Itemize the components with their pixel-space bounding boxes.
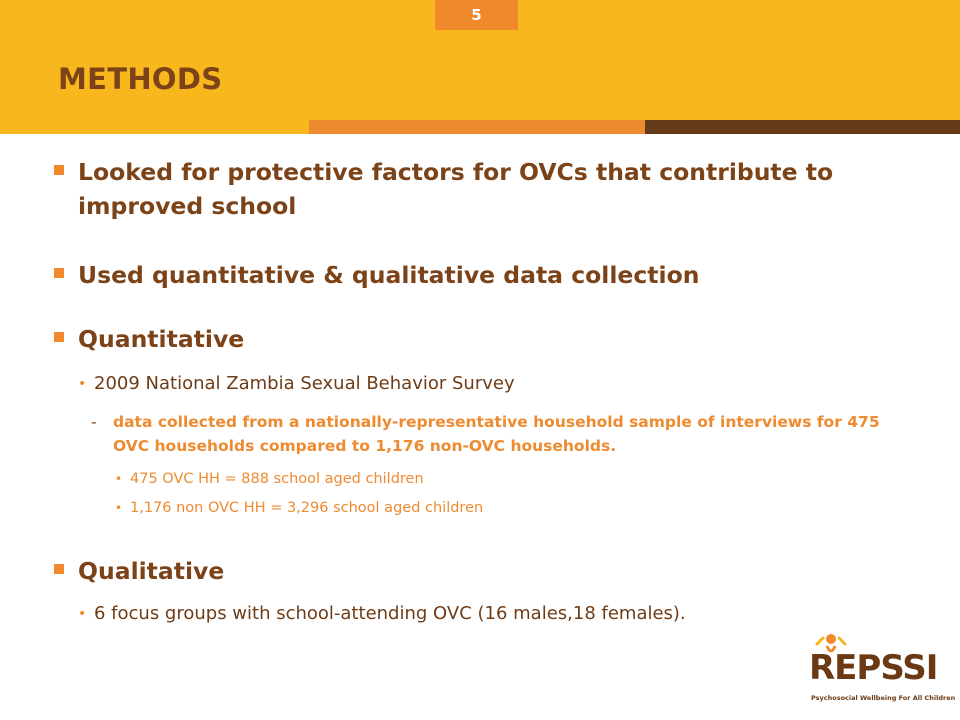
bullet-text: Used quantitative & qualitative data collection xyxy=(78,261,700,289)
item-ovc-hh xyxy=(115,469,830,489)
bullet-quantitative xyxy=(78,322,878,356)
stripe-brown xyxy=(645,120,960,134)
sub-bullet-focus-groups xyxy=(78,601,874,627)
square-bullet-icon xyxy=(54,332,64,342)
dot-bullet-icon: • xyxy=(78,606,87,622)
sub-bullet-survey xyxy=(78,371,874,397)
dot-bullet-icon: • xyxy=(115,472,123,486)
detail-data-collected xyxy=(91,410,893,458)
bullet-qualitative xyxy=(78,554,878,588)
repssi-logo xyxy=(795,632,956,712)
bullet-protective-factors xyxy=(78,155,878,223)
item-text: 475 OVC HH = 888 school aged children xyxy=(130,471,424,487)
dot-bullet-icon: • xyxy=(115,501,123,515)
sub-bullet-text: 2009 National Zambia Sexual Behavior Survey xyxy=(94,373,515,394)
square-bullet-icon xyxy=(54,268,64,278)
dot-bullet-icon: • xyxy=(78,376,87,392)
slide-title: METHODS xyxy=(58,62,223,96)
item-text: 1,176 non OVC HH = 3,296 school aged children xyxy=(130,500,484,516)
item-non-ovc-hh xyxy=(115,498,830,518)
logo-tagline: Psychosocial Wellbeing For All Children xyxy=(811,694,956,702)
page-number: 5 xyxy=(435,0,518,30)
bullet-text: Looked for protective factors for OVCs that contribute to improved school xyxy=(78,158,834,220)
bullet-data-collection xyxy=(78,258,878,292)
sub-bullet-text: 6 focus groups with school-attending OVC (16 males,18 females). xyxy=(94,603,686,624)
bullet-text: Quantitative xyxy=(78,325,245,353)
stripe-yellow xyxy=(0,120,309,134)
stripe-orange xyxy=(309,120,645,134)
square-bullet-icon xyxy=(54,165,64,175)
square-bullet-icon xyxy=(54,564,64,574)
bullet-text: Qualitative xyxy=(78,557,225,585)
detail-text: data collected from a nationally-representative household sample of interviews for 475 OVC households compared to 1,176 non-OVC households. xyxy=(113,413,880,455)
dash-bullet-icon: - xyxy=(91,413,97,431)
logo-wordmark: REPSSI xyxy=(809,648,938,688)
